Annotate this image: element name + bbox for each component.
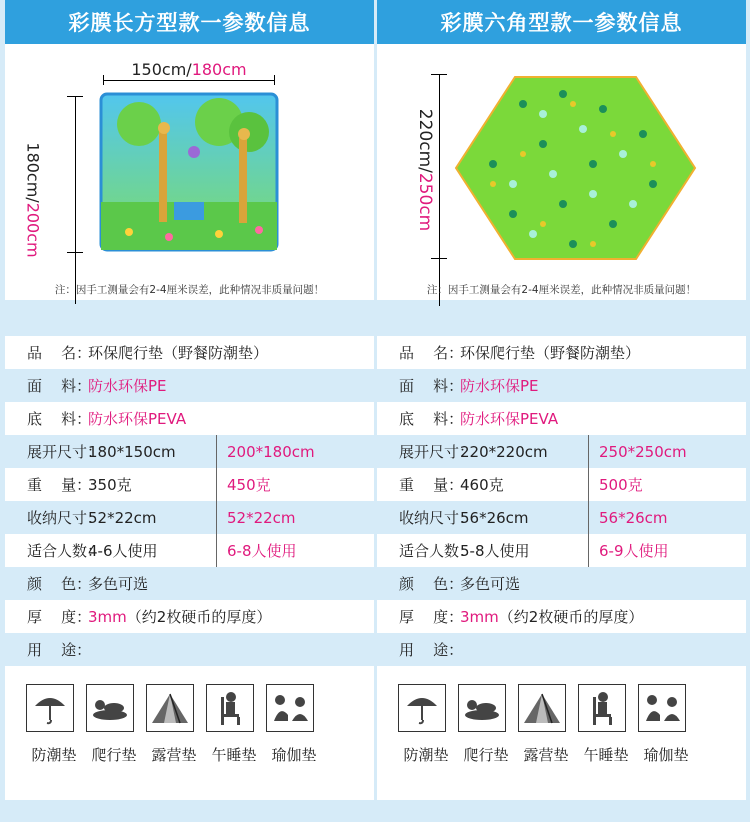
umbrella-icon [26,684,74,732]
napping-chair-icon [206,684,254,732]
measurement-note: 注：因手工测量会有2-4厘米误差，此种情况非质量问题！ [426,284,697,296]
rect-mat-panel [5,0,374,822]
spec-row-weight: 重 量： 460克 500克 [377,468,746,501]
spec-row-capacity: 适合人数： 5-8人使用 6-9人使用 [377,534,746,567]
height-dimension-label: 220cm/250cm [415,108,435,232]
spec-row-folded-size: 收纳尺寸： 52*22cm 52*22cm [5,501,374,534]
use-label-moisture-mat: 防潮垫 [31,746,77,764]
spec-row-unfolded-size: 展开尺寸： 220*220cm 250*250cm [377,435,746,468]
usage-icons-section [377,666,746,784]
usage-icons-section [5,666,374,784]
rect-mat-image [99,92,279,252]
height-dimension-line [439,74,440,306]
spec-row-unfolded-size: 展开尺寸： 180*150cm 200*180cm [5,435,374,468]
use-label-camping-mat: 露营垫 [523,746,569,764]
use-label-yoga-mat: 瑜伽垫 [271,746,317,764]
panel-title: 彩膜长方型款一参数信息 [5,0,374,44]
tent-icon [518,684,566,732]
spec-row-thickness: 厚 度： 3mm（约2枚硬币的厚度） [5,600,374,633]
spec-row-capacity: 适合人数： 4-6人使用 6-8人使用 [5,534,374,567]
rect-mat-photo-area [5,44,374,300]
use-label-nap-mat: 午睡垫 [211,746,257,764]
crawling-baby-icon [458,684,506,732]
napping-chair-icon [578,684,626,732]
spec-row-usage: 用 途： [5,633,374,666]
spec-row-usage: 用 途： [377,633,746,666]
umbrella-icon [398,684,446,732]
spec-row-weight: 重 量： 350克 450克 [5,468,374,501]
spec-row-thickness: 厚 度： 3mm（约2枚硬币的厚度） [377,600,746,633]
spec-row-color: 颜 色： 多色可选 [5,567,374,600]
hex-mat-image [453,74,698,262]
use-label-yoga-mat: 瑜伽垫 [643,746,689,764]
yoga-icon [266,684,314,732]
spec-row-surface: 面 料： 防水环保PE [5,369,374,402]
height-dimension-line [75,96,76,304]
tent-icon [146,684,194,732]
height-dimension-label: 180cm/200cm [23,142,43,258]
spec-row-folded-size: 收纳尺寸： 56*26cm 56*26cm [377,501,746,534]
use-label-nap-mat: 午睡垫 [583,746,629,764]
use-label-crawling-mat: 爬行垫 [463,746,509,764]
hex-mat-panel [377,0,746,822]
crawling-baby-icon [86,684,134,732]
spec-row-base: 底 料： 防水环保PEVA [377,402,746,435]
yoga-icon [638,684,686,732]
use-label-crawling-mat: 爬行垫 [91,746,137,764]
use-label-moisture-mat: 防潮垫 [403,746,449,764]
spec-row-name: 品 名： 环保爬行垫（野餐防潮垫） [5,336,374,369]
measurement-note: 注：因手工测量会有2-4厘米误差，此种情况非质量问题！ [54,284,325,296]
width-dimension-label: 150cm/180cm [131,60,247,79]
spec-row-name: 品 名： 环保爬行垫（野餐防潮垫） [377,336,746,369]
hex-mat-photo-area [377,44,746,300]
use-label-camping-mat: 露营垫 [151,746,197,764]
spec-row-surface: 面 料： 防水环保PE [377,369,746,402]
spec-row-color: 颜 色： 多色可选 [377,567,746,600]
width-dimension-line [103,80,275,81]
panel-title: 彩膜六角型款一参数信息 [377,0,746,44]
spec-row-base: 底 料： 防水环保PEVA [5,402,374,435]
